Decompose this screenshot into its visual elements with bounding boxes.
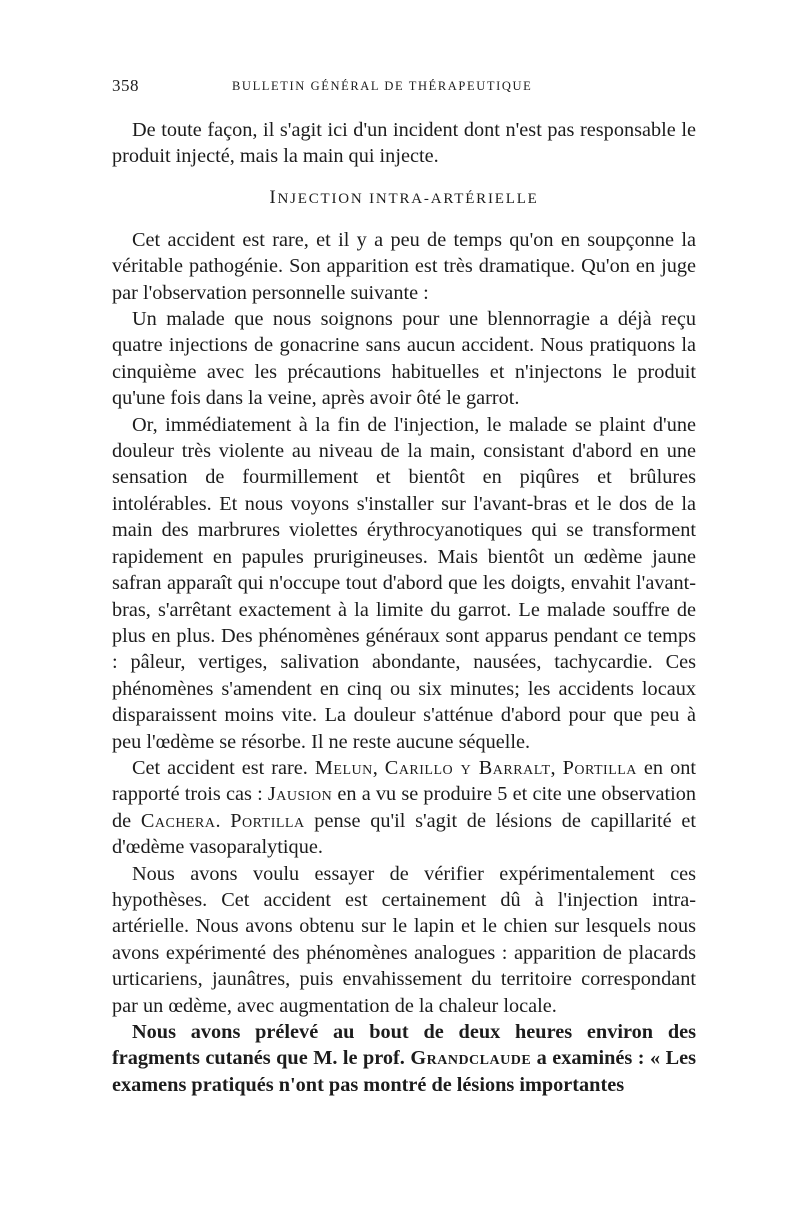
paragraph-experiment: Nous avons voulu essayer de vérifier expérimentalement ces hypothèses. Cet accident est certainement dû à l'injection intra-artérielle. Nous avons obtenu sur le lapin et le chien sur lesquels nous avons expérimenté des phénomènes analogues : apparition de placards urticariens, jaunâtres, puis envahissement du territoire correspondant par un œdème, avec augmentation de la chaleur locale. [112, 862, 696, 1017]
paragraph-biopsy [112, 1019, 696, 1098]
text-run: , [550, 756, 563, 779]
paragraph-intro: De toute façon, il s'agit ici d'un incident dont n'est pas responsable le produit injecté, mais la main qui injecte. [112, 119, 696, 168]
text-run: , [372, 756, 385, 779]
text-run: en ont rapporté trois cas : [112, 756, 696, 806]
paragraph-symptoms: Or, immédiatement à la fin de l'injection, le malade se plaint d'une douleur très violente au niveau de la main, consistant d'abord en une sensation de fourmillement et bientôt en piqûres et brûlures intolérables. Et nous voyons s'installer sur l'avant-bras et le dos de la main des marbrures violettes érythrocyanotiques qui se transforment rapidement en papules prurigineuses. Mais bientôt un œdème jaune safran apparaît qui n'occupe tout d'abord que les doigts, envahit l'avant-bras, s'arrêtant exactement à la limite du garrot. Le malade souffre de plus en plus. Des phénomènes généraux sont apparus pendant ce temps : pâleur, vertiges, salivation abondante, nausées, tachycardie. Ces phénomènes s'amendent en cinq ou six minutes; les accidents locaux disparaissent moins vite. La douleur s'atténue d'abord pour que peu à peu l'œdème se résorbe. Il ne reste aucune séquelle. [112, 413, 696, 753]
section-heading-initial: I [269, 186, 278, 208]
running-head [112, 76, 696, 98]
author-name: Grandclaude [410, 1047, 532, 1070]
section-heading [112, 187, 696, 210]
paragraph-accident-rare: Cet accident est rare, et il y a peu de temps qu'on en soupçonne la véritable pathogénie. Son apparition est très dramatique. Qu'on en juge par l'observation personnelle suivante : [112, 228, 696, 304]
text-run: Nous avons prélevé au bout de deux heures environ des fragments cutanés que M. le prof. [112, 1021, 696, 1070]
journal-title: BULLETIN GÉNÉRAL DE THÉRAPEUTIQUE [232, 79, 533, 93]
text-run: en a vu se produire 5 et cite une observation de [112, 783, 697, 832]
text-run: . [215, 809, 231, 832]
author-name: Cachera [140, 809, 216, 832]
text-run: Cet accident est rare. [132, 756, 315, 779]
text-run: pense qu'il s'agit de lésions de capillarité et d'œdème vasoparalytique. [112, 809, 697, 859]
section-heading-rest: NJECTION INTRA-ARTÉRIELLE [277, 190, 539, 207]
author-name: Melun [314, 756, 373, 779]
paragraph-observation: Un malade que nous soignons pour une blennorragie a déjà reçu quatre injections de gonacrine sans aucun accident. Nous pratiquons la cinquième avec les précautions habituelles et n'injectons le produit qu'une fois dans la veine, après avoir ôté le garrot. [112, 308, 696, 410]
page-number: 358 [112, 76, 139, 95]
author-name: Jausion [267, 783, 333, 806]
paragraph-literature [112, 755, 696, 861]
text-run: a examinés : « Les examens pratiqués n'ont pas montré de lésions importantes [112, 1047, 696, 1096]
body-text [112, 117, 696, 1098]
author-name: Portilla [230, 809, 305, 832]
author-name: Portilla [562, 756, 637, 779]
author-name: Carillo y Barralt [384, 756, 551, 779]
